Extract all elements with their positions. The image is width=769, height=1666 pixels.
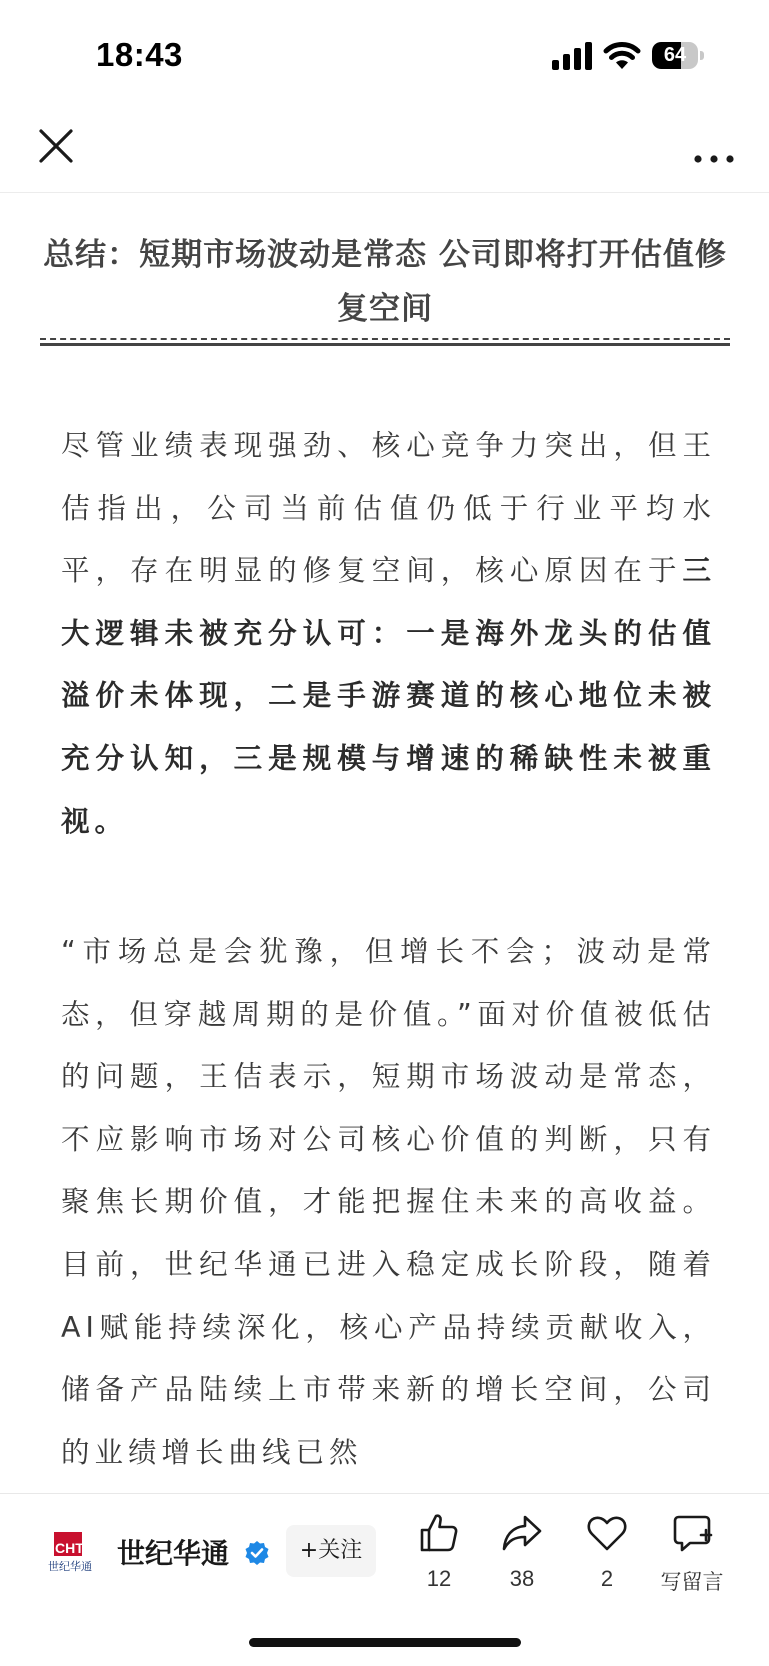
more-button[interactable] (684, 120, 744, 172)
logo-subtext: 世纪华通 (48, 1560, 92, 1573)
follow-button[interactable]: +关注 (286, 1525, 376, 1577)
status-bar (0, 0, 769, 100)
battery-icon (652, 42, 704, 70)
favorite-count: 2 (600, 1566, 614, 1591)
logo-text: CHT (55, 1540, 84, 1556)
share-count: 38 (509, 1566, 535, 1591)
comment-icon (671, 1512, 713, 1554)
article-section-title: 总结：短期市场波动是常态 公司即将打开估值修复空间 (43, 237, 727, 327)
share-button[interactable] (477, 1512, 567, 1602)
like-button[interactable] (394, 1512, 484, 1602)
thumbs-up-icon (418, 1512, 460, 1554)
more-icon (684, 120, 744, 172)
close-icon (30, 120, 82, 172)
paragraph-1-bold-text: 三大逻辑未被充分认可：一是海外龙头的估值溢价未体现，二是手游赛道的核心地位未被充分认知，三是规模与增速的稀缺性未被重视。 (61, 554, 716, 838)
favorite-button[interactable] (562, 1512, 652, 1602)
paragraph-1-text: 尽管业绩表现强劲、核心竞争力突出，但王佶指出，公司当前估值仍低于行业平均水平，存在明显的修复空间，核心原因在于 (61, 429, 716, 588)
account-name[interactable]: 世纪华通 (117, 1537, 230, 1570)
heart-icon (586, 1512, 628, 1554)
cellular-signal-icon (552, 42, 592, 70)
wifi-icon (603, 40, 641, 70)
nav-bar (0, 100, 769, 193)
share-arrow-icon (501, 1512, 543, 1554)
write-comment-button[interactable] (647, 1512, 737, 1602)
close-button[interactable] (30, 120, 82, 172)
article-paragraph-1 (61, 415, 716, 853)
like-count: 12 (426, 1566, 452, 1591)
verified-badge-icon (244, 1540, 270, 1566)
home-indicator[interactable] (249, 1638, 521, 1647)
status-time: 18:43 (96, 36, 183, 73)
write-comment-label: 写留言 (660, 1570, 724, 1594)
battery-level-text: 64 (663, 44, 687, 66)
title-underline-divider (40, 338, 730, 346)
article-paragraph-2: “市场总是会犹豫，但增长不会；波动是常态，但穿越周期的是价值。”面对价值被低估的问题，王佶表示，短期市场波动是常态，不应影响市场对公司核心价值的判断，只有聚焦长期价值，才能把握住未来的高收益。目前，世纪华通已进入稳定成长阶段，随着AI赋能持续深化，核心产品持续贡献收入，储备产品陆续上市带来新的增长空间，公司的业绩增长曲线已然 (61, 935, 716, 1469)
account-logo-icon[interactable] (48, 1528, 96, 1576)
